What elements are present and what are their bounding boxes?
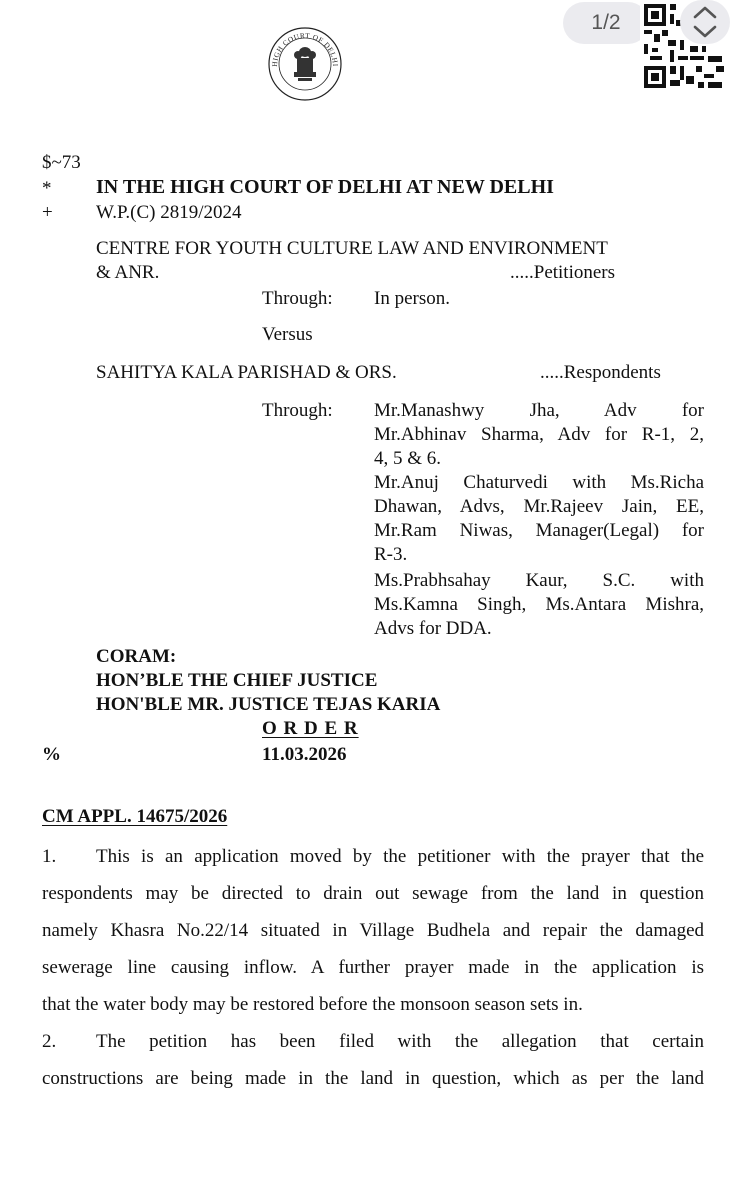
paragraph-line: This is an application moved by the petitioner with the prayer that the: [96, 846, 704, 867]
coram-judge-2: HON'BLE MR. JUSTICE TEJAS KARIA: [96, 694, 441, 715]
paragraph-number: 2.: [42, 1031, 57, 1052]
court-title: IN THE HIGH COURT OF DELHI AT NEW DELHI: [96, 176, 554, 198]
counsel-line: Ms.Kamna Singh, Ms.Antara Mishra,: [374, 594, 704, 615]
petitioner-name-line1: CENTRE FOR YOUTH CULTURE LAW AND ENVIRONMENT: [96, 238, 608, 259]
application-heading: CM APPL. 14675/2026: [42, 806, 228, 827]
petitioner-role: .....Petitioners: [510, 262, 616, 283]
item-number: $~73: [42, 152, 81, 173]
paragraph-line: constructions are being made in the land in question, which as per the land: [42, 1068, 704, 1089]
paragraph-line: that the water body may be restored before the monsoon season sets in.: [42, 994, 583, 1015]
petitioner-through-label: Through:: [262, 288, 333, 309]
counsel-line: 4, 5 & 6.: [374, 448, 442, 469]
svg-text:HIGH COURT OF DELHI: HIGH COURT OF DELHI: [270, 31, 340, 67]
coram-label: CORAM:: [96, 646, 177, 667]
page-navigation[interactable]: [680, 0, 730, 44]
percent-mark: %: [42, 744, 61, 765]
page-counter: 1/2: [563, 2, 649, 44]
plus-mark: +: [42, 202, 53, 223]
petitioner-name-line2: & ANR.: [96, 262, 160, 283]
paragraph-line: namely Khasra No.22/14 situated in Village Budhela and repair the damaged: [42, 920, 704, 941]
counsel-line: R-3.: [374, 544, 408, 565]
versus-label: Versus: [262, 324, 313, 345]
counsel-line: Mr.Ram Niwas, Manager(Legal) for: [374, 520, 704, 541]
paragraph-line: The petition has been filed with the allegation that certain: [96, 1031, 704, 1052]
respondent-through-label: Through:: [262, 400, 333, 421]
chevron-up-icon[interactable]: [695, 8, 715, 17]
counsel-line: Mr.Abhinav Sharma, Adv for R-1, 2,: [374, 424, 704, 445]
petitioner-through-value: In person.: [374, 288, 450, 309]
counsel-line: Ms.Prabhsahay Kaur, S.C. with: [374, 570, 704, 591]
respondent-role: .....Respondents: [540, 362, 661, 383]
paragraph-line: respondents may be directed to drain out sewage from the land in question: [42, 883, 704, 904]
coram-judge-1: HON’BLE THE CHIEF JUSTICE: [96, 670, 378, 691]
respondent-name: SAHITYA KALA PARISHAD & ORS.: [96, 362, 397, 383]
order-date: 11.03.2026: [262, 744, 347, 765]
counsel-line: Dhawan, Advs, Mr.Rajeev Jain, EE,: [374, 496, 704, 517]
chevron-down-icon[interactable]: [695, 27, 715, 36]
court-emblem: [266, 22, 344, 102]
star-mark: *: [42, 178, 52, 199]
counsel-line: Mr.Manashwy Jha, Adv for: [374, 400, 704, 421]
counsel-line: Advs for DDA.: [374, 618, 492, 639]
paragraph-number: 1.: [42, 846, 57, 867]
paragraph-line: sewerage line causing inflow. A further prayer made in the application is: [42, 957, 704, 978]
order-title: O R D E R: [262, 718, 359, 739]
counsel-line: Mr.Anuj Chaturvedi with Ms.Richa: [374, 472, 704, 493]
case-number: W.P.(C) 2819/2024: [96, 202, 242, 223]
